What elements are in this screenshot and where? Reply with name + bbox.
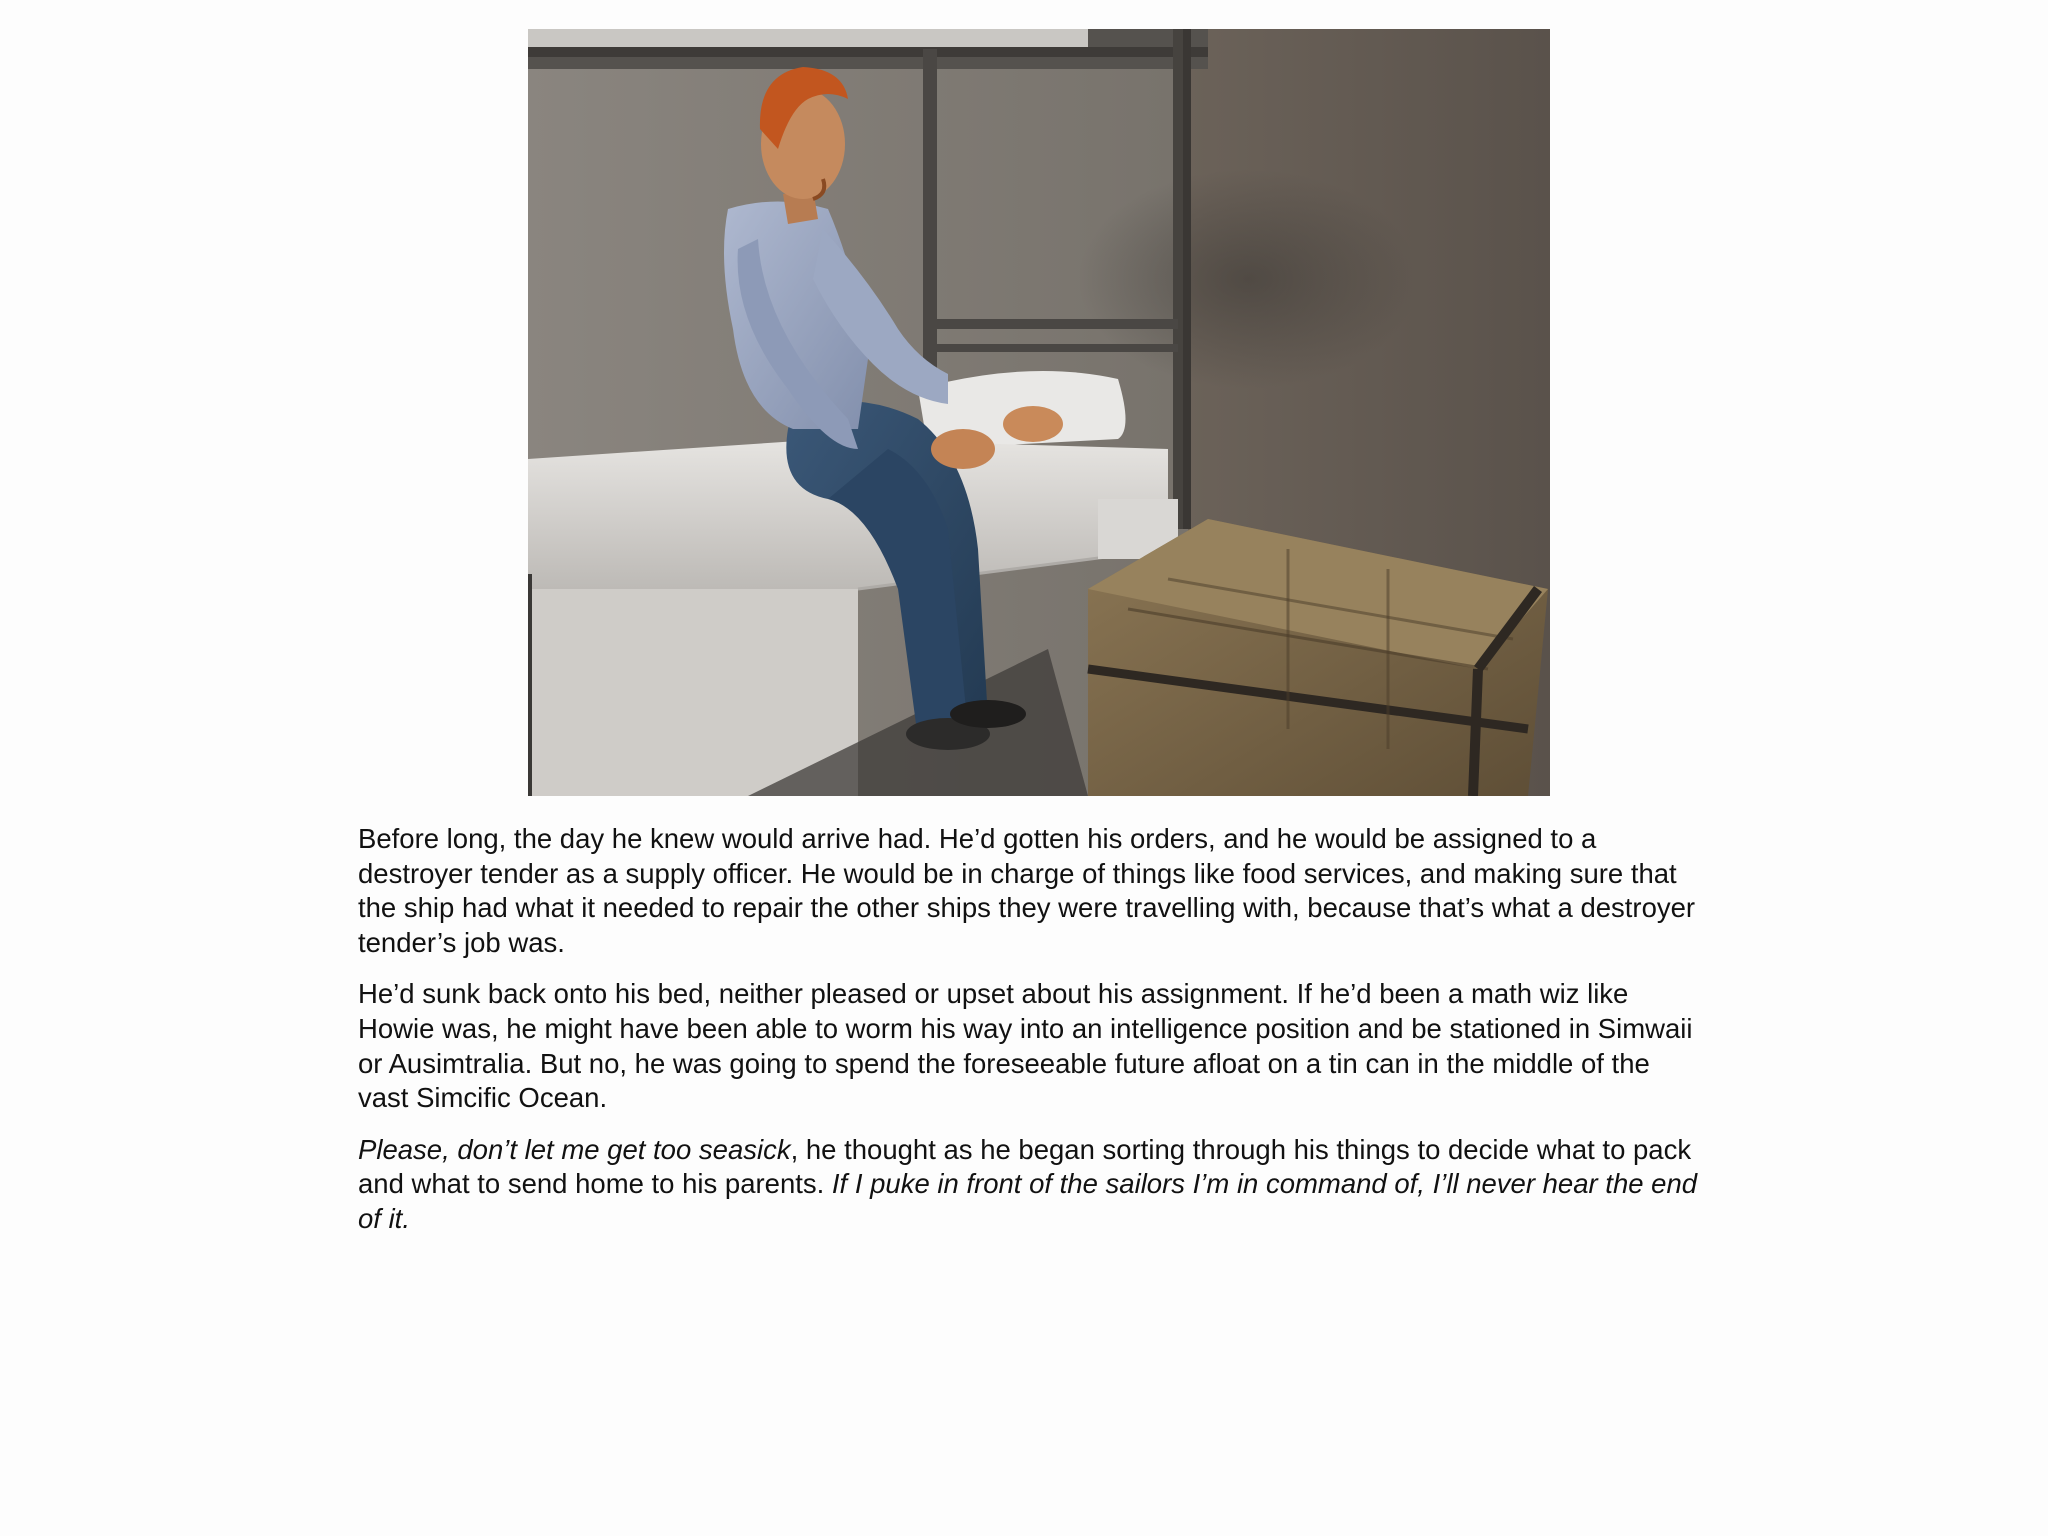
paragraph-3-narration: , he thought as he began sorting through his things to decide what to pack and what to send home to his parents. [358,1133,1692,1200]
story-illustration [528,29,1550,796]
story-paragraph-3 [358,1133,1698,1237]
paragraph-1-text: Before long, the day he knew would arrive had. He’d gotten his orders, and he would be assigned to a destroyer tender as a supply officer. He would be in charge of things like food services, and making sure that the ship had what it needed to repair the other ships they were travelling with, because that’s what a destroyer tender’s job was. [358,823,1696,958]
paragraph-2-text: He’d sunk back onto his bed, neither pleased or upset about his assignment. If he’d been a math wiz like Howie was, he might have been able to worm his way into an intelligence position and be stationed in Simwaii or Ausimtralia. But no, he was going to spend the foreseeable future afloat on a tin can in the middle of the vast Simcific Ocean. [358,978,1693,1114]
story-text [358,822,1698,1254]
paragraph-3-italic-thought-1: Please, don’t let me get too seasick [358,1133,791,1165]
story-paragraph-2 [358,977,1698,1115]
paragraph-3-italic-thought-2: If I puke in front of the sailors I’m in command of, I’ll never hear the end of it. [358,1168,1698,1234]
story-paragraph-1 [358,822,1698,960]
sim-character-on-bunk-image [528,29,1550,796]
